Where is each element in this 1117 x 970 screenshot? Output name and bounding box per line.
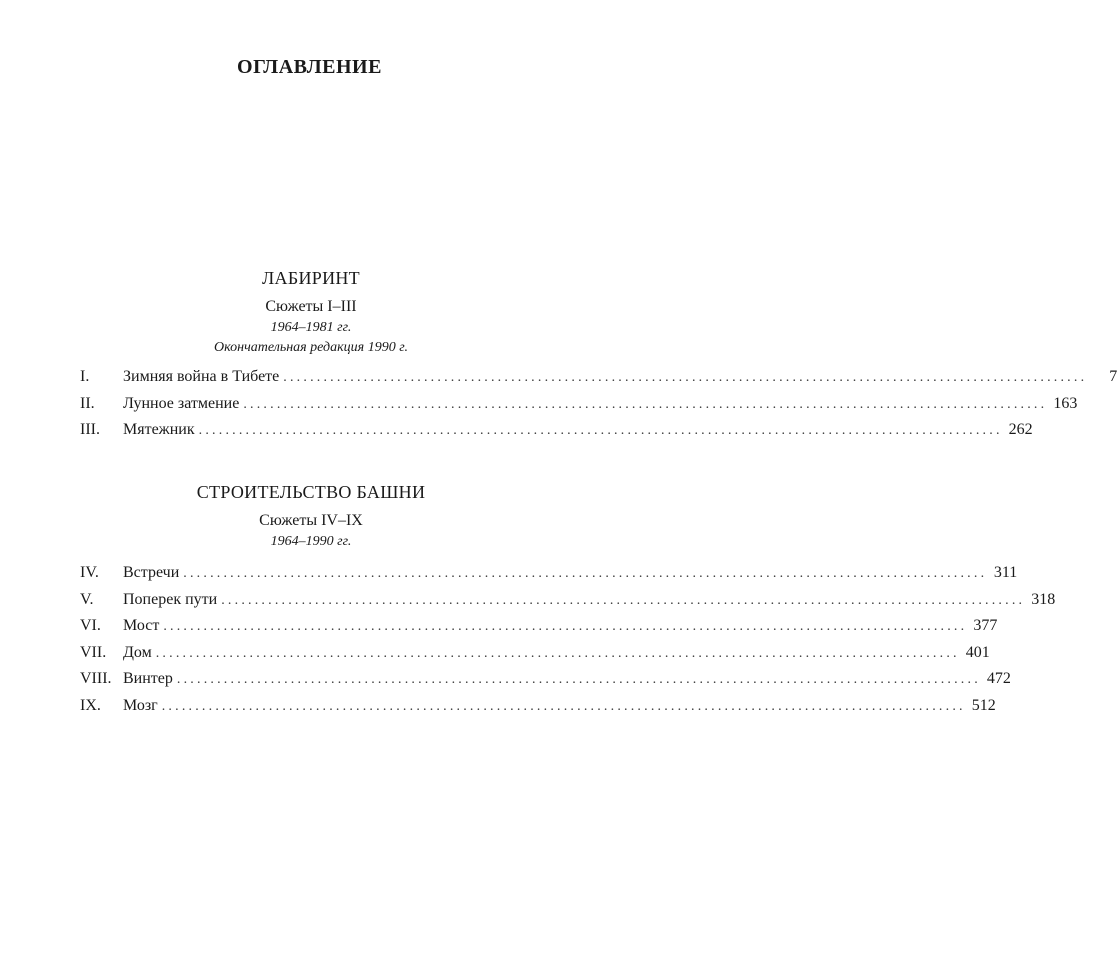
page-title: ОГЛАВЛЕНИЕ: [237, 56, 382, 78]
entry-page: 318: [1031, 590, 1056, 608]
entry-number: IX.: [80, 696, 101, 714]
entry-number: VIII.: [80, 670, 112, 687]
entry-page: 512: [971, 696, 996, 714]
toc-entry[interactable]: [80, 696, 996, 724]
entry-title: Мост: [123, 617, 160, 634]
entry-title: Лунное затмение: [123, 394, 240, 412]
entry-page: 311: [993, 564, 1018, 581]
part-subtitle: Сюжеты IV–IX: [259, 512, 363, 529]
entry-number: II.: [80, 394, 95, 412]
entry-page: 262: [1008, 421, 1033, 438]
part-title: СТРОИТЕЛЬСТВО БАШНИ: [196, 482, 426, 502]
dot-leader: ........................................................................................................................: [161, 698, 966, 714]
dot-leader: ........................................................................................................................: [221, 592, 1026, 608]
toc-list: [80, 368, 1117, 448]
part-subtitle: Сюжеты I–III: [265, 298, 357, 315]
toc-entry[interactable]: [80, 394, 1078, 422]
entry-title: Мятежник: [123, 421, 195, 438]
entry-number: IV.: [80, 564, 99, 581]
dot-leader: ........................................................................................................................: [163, 619, 968, 634]
entry-title: Поперек пути: [123, 590, 218, 608]
dot-leader: ........................................................................................................................: [243, 396, 1048, 412]
entry-page: 377: [973, 617, 998, 634]
dot-leader: ........................................................................................................................: [183, 566, 988, 581]
entry-title: Мозг: [123, 696, 158, 714]
toc-entry[interactable]: [80, 368, 1117, 395]
toc-entry[interactable]: [80, 617, 998, 644]
toc-entry[interactable]: [80, 643, 990, 671]
entry-number: III.: [80, 421, 100, 438]
entry-number: VII.: [80, 643, 107, 661]
dot-leader: ........................................................................................................................: [198, 423, 1003, 438]
toc-entry[interactable]: [80, 670, 1011, 697]
entry-page: 472: [986, 670, 1011, 687]
entry-number: VI.: [80, 617, 101, 634]
dot-leader: ........................................................................................................................: [155, 645, 960, 661]
entry-number: V.: [80, 590, 94, 608]
entry-page: 401: [965, 643, 990, 661]
toc-part-tower: [80, 480, 1056, 723]
entry-page: 163: [1053, 394, 1078, 412]
dot-leader: ........................................................................................................................: [176, 672, 981, 687]
toc-entry[interactable]: [80, 421, 1033, 448]
entry-number: I.: [80, 368, 90, 385]
entry-title: Зимняя война в Тибете: [123, 368, 280, 385]
toc-entry[interactable]: [80, 564, 1018, 591]
part-years: 1964–1990 гг.: [270, 534, 352, 549]
part-note: Окончательная редакция 1990 г.: [214, 340, 408, 355]
toc-list: [80, 564, 1056, 723]
entry-title: Дом: [123, 643, 152, 661]
entry-title: Винтер: [123, 670, 173, 687]
part-years: 1964–1981 гг.: [270, 320, 352, 335]
toc-entry[interactable]: [80, 590, 1056, 618]
toc-part-labyrinth: [80, 266, 1117, 448]
dot-leader: ........................................................................................................................: [283, 370, 1088, 385]
entry-page: 7: [1109, 368, 1117, 385]
entry-title: Встречи: [123, 564, 180, 581]
part-title: ЛАБИРИНТ: [262, 268, 360, 288]
